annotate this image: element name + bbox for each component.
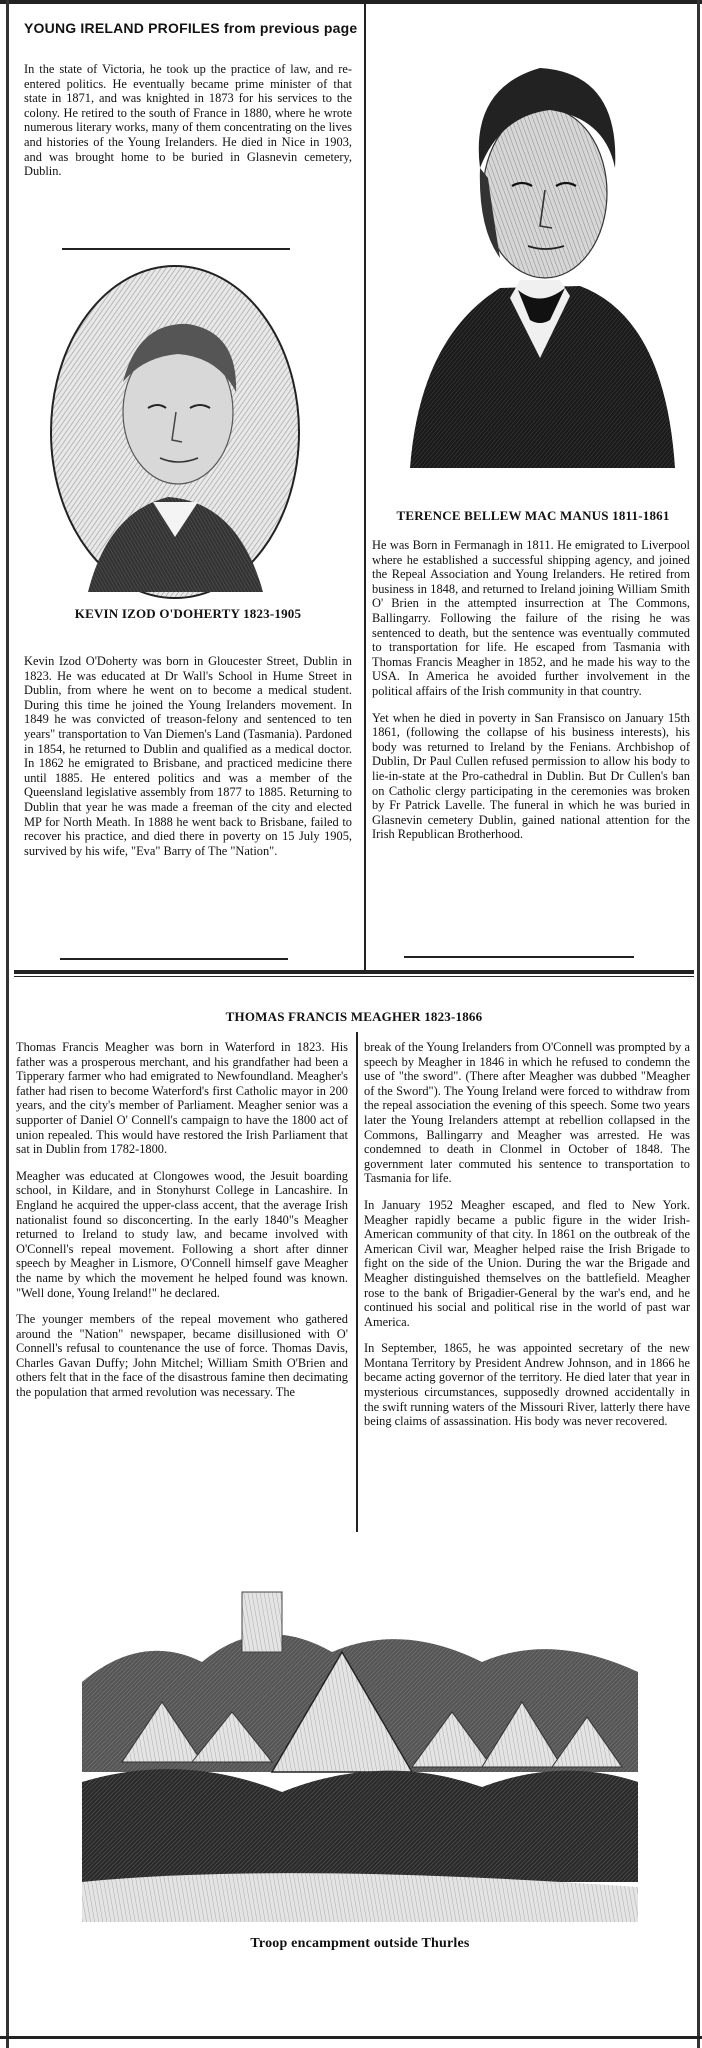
intro-paragraph: In the state of Victoria, he took up the practice of law, and re-entered politics. He eventually became prime minister of that state in 1871, and was knighted in 1873 for his services to the colony. He retired to the south of France in 1880, where he wrote numerous literary works, many of them concentrating on the lives and histories of the Young Irelanders. He died in Nice in 1903, and was brought home to be buried in Glasnevin cemetery, Dublin. (24, 62, 352, 179)
engraving-caption: Troop encampment outside Thurles (250, 1936, 470, 1951)
meagher-left-paragraph-1: Thomas Francis Meagher was born in Waterford in 1823. His father was a prosperous merchant, and his grandfather had been a Tipperary farmer who had emigrated to Newfoundland. Meagher's father had risen to become Waterford's first Catholic mayor in 200 years, and the city's member of Parliament. Meagher senior was a supporter of Daniel O' Connell's campaign to have the 1800 act of union repealed. This would have restored the Irish Parliament that sat in Dublin from 1782-1800. (16, 1040, 348, 1157)
column-divider (364, 4, 366, 970)
meagher-left-paragraph-2: Meagher was educated at Clongowes wood, the Jesuit boarding school, in Kildare, and in Stonyhurst College in Lancashire. In England he acquired the upper-class accent, that the average Irish nationalist found so disconcerting. In the early 1840"s Meagher returned to Ireland to study law, and became involved with O'Connell's repeal movement. Following a short after dinner speech by Meagher in Lismore, O'Connell himself gave Meagher the name by which the movement he helped found was known. "Well done, Young Ireland!" he declared. (16, 1168, 348, 1300)
meagher-left-column (16, 1040, 348, 1412)
top-border (0, 0, 702, 4)
macmanus-paragraph-1: He was Born in Fermanagh in 1811. He emigrated to Liverpool where he established a successful shipping agency, and joined the Repeal Association and Young Irelanders. He retired from business in 1848, and returned to Ireland joining William Smith O' Brien in the attempted insurrection at The Commons, Ballingarry. Following the failure of the rising he was sentenced to death, but the sentence was eventually commuted to transportation for life. He escaped from Tasmania with Thomas Francis Meagher in 1852, and he made his way to the USA. In America he avoided further involvement in the political affairs of the Irish community in that country. (372, 538, 690, 698)
meagher-right-column (364, 1040, 690, 1441)
macmanus-text (372, 538, 690, 854)
left-border (6, 0, 9, 2048)
odoherty-rule (60, 958, 288, 960)
right-border (697, 0, 700, 2048)
macmanus-portrait (400, 58, 682, 478)
odoherty-portrait (48, 262, 302, 602)
encampment-engraving (82, 1552, 638, 1922)
macmanus-rule (404, 956, 634, 958)
meagher-right-paragraph-2: In January 1952 Meagher escaped, and fled to New York. Meagher rapidly became a public figure in the wider Irish-American community of that city. In 1861 on the outbreak of the American Civil war, Meagher helped raise the Irish Brigade to fight on the side of the Union. During the war the Brigade and Meagher distinguished themselves on the battlefield. Meagher rose to the bank of Brigadier-General by the war's end, and he continued his social and political rise in the world of past war America. (364, 1197, 690, 1329)
section-rule (14, 970, 694, 974)
odoherty-caption: KEVIN IZOD O'DOHERTY 1823-1905 (74, 606, 302, 621)
meagher-title: THOMAS FRANCIS MEAGHER 1823-1866 (225, 1009, 483, 1024)
section-rule-thin (14, 976, 694, 977)
meagher-right-paragraph-3: In September, 1865, he was appointed secretary of the new Montana Territory by President Andrew Johnson, and in 1866 he became acting governor of the territory. He died later that year in mysterious circumstances, supposedly drowned accidentally in the swift running waters of the Missouri River, latterly there have being claims of assassination. His body was never recovered. (364, 1341, 690, 1429)
odoherty-portrait-graphic (48, 262, 302, 602)
bottom-border (0, 2036, 702, 2039)
odoherty-paragraph: Kevin Izod O'Doherty was born in Gloucester Street, Dublin in 1823. He was educated at Dr Wall's School in Hume Street in Dublin, from where he went on to become a medical student. During this time he joined the Young Irelanders movement. In 1849 he was convicted of treason-felony and sentenced to ten years" transportation to Van Diemen's Land (Tasmania). Pardoned in 1854, he returned to Dublin and qualified as a medical doctor. In 1862 he emigrated to Brisbane, and practiced medicine there until 1885. He entered politics and was a member of the Queensland legislative assembly from 1877 to 1885. Returning to Dublin that year he was made a freeman of the city and elected MP for North Meath. In 1888 he went back to Brisbane, failed to recover his practice, and died there in poverty on 15 July 1905, survived by his wife, "Eva" Barry of The "Nation". (24, 654, 352, 858)
encampment-engraving-graphic (82, 1552, 638, 1922)
intro-rule (62, 248, 290, 250)
macmanus-paragraph-2: Yet when he died in poverty in San Fransisco on January 15th 1861, (following the collapse of his business interests), his body was returned to Ireland by the Fenians. Archbishop of Dublin, Dr Paul Cullen refused permission to allow his body to lie-in-state at the Pro-cathedral in Dublin. But Dr Cullen's ban on Catholic clergy participating in the ceremonies was broken by Fr Patrick Lavelle. The funeral in which he was buried in Glasnevin cemetery Dublin, gained national attention for the Irish Republican Brotherhood. (372, 710, 690, 842)
macmanus-portrait-graphic (400, 58, 682, 478)
macmanus-caption: TERENCE BELLEW MAC MANUS 1811-1861 (396, 508, 670, 523)
meagher-right-paragraph-1: break of the Young Irelanders from O'Connell was prompted by a speech by Meagher in 1846 in which he refused to condemn the use of "the sword". (There after Meagher was dubbed "Meagher of the Sword"). The Young Ireland were forced to withdraw from the repeal association the evening of this speech. Some two years later the Young Irelanders attempt at rebellion collapsed in the Commons, Ballingarry and Meagher was arrested. He was condemned to death in Clonmel in October of 1848. The government later commuted his sentence to transportation to Tasmania for life. (364, 1040, 690, 1186)
meagher-left-paragraph-3: The younger members of the repeal movement who gathered around the "Nation" newspaper, became disillusioned with O' Connell's refusal to countenance the use of force. Thomas Davis, Charles Gavan Duffy; John Mitchel; William Smith O'Brien and others felt that in the face of the disastrous famine then decimating the population that armed revolution was necessary. The (16, 1312, 348, 1400)
meagher-column-divider (356, 1032, 358, 1532)
page-header: YOUNG IRELAND PROFILES from previous page (24, 20, 358, 36)
